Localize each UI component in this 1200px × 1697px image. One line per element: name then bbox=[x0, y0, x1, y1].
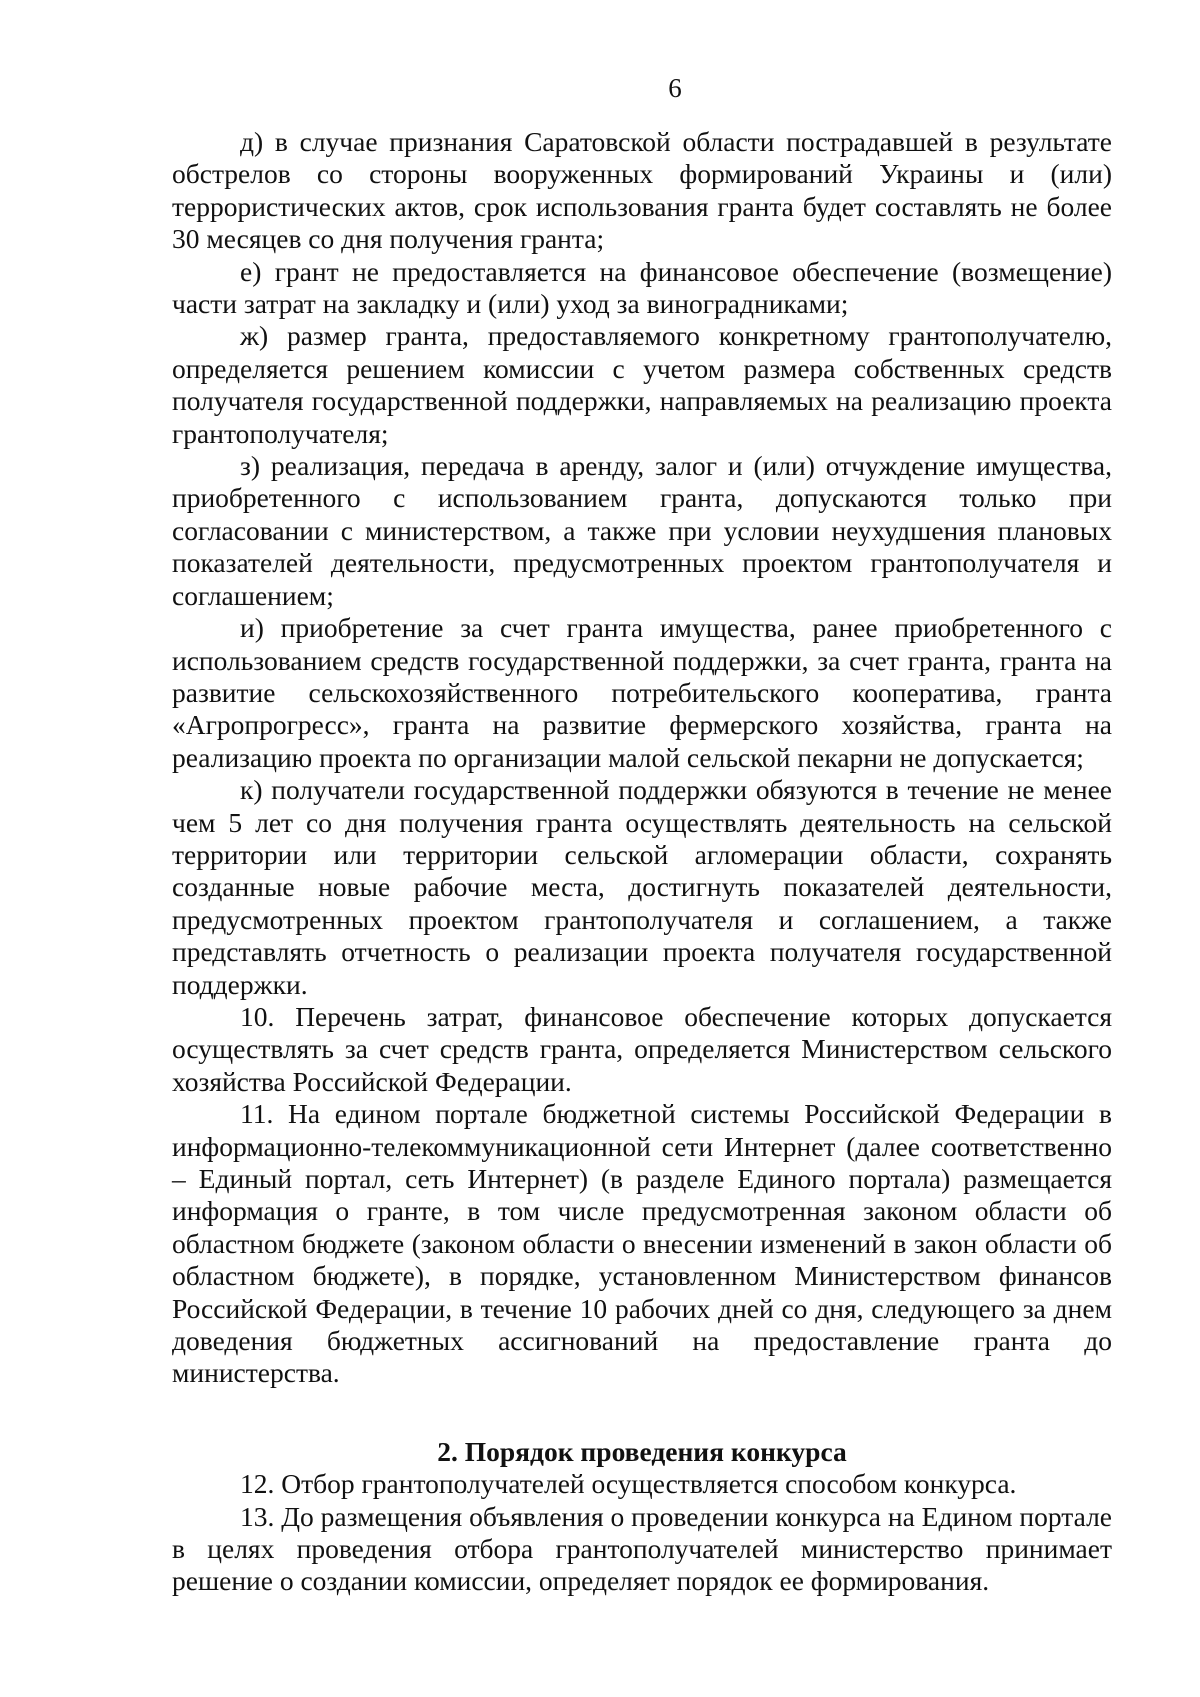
paragraph-e: е) грант не предоставляется на финансовое обеспечение (возмещение) части затрат на закладку и (или) уход за виноградниками; bbox=[172, 255, 1112, 320]
paragraph-k: к) получатели государственной поддержки обязуются в течение не менее чем 5 лет со дня получения гранта осуществлять деятельность на сельской территории или территории сельской агломерации области, сохранять созданные новые рабочие места, достигнуть показателей деятельности, предусмотренных проектом грантополучателя и соглашением, а также представлять отчетность о реализации проекта получателя государственной поддержки. bbox=[172, 774, 1112, 1000]
paragraph-z: з) реализация, передача в аренду, залог и (или) отчуждение имущества, приобретенного с использованием гранта, допускаются только при согласовании с министерством, а также при условии неухудшения плановых показателей деятельности, предусмотренных проектом грантополучателя и соглашением; bbox=[172, 450, 1112, 611]
paragraph-10: 10. Перечень затрат, финансовое обеспечение которых допускается осуществлять за счет средств гранта, определяется Министерством сельского хозяйства Российской Федерации. bbox=[172, 1000, 1112, 1097]
page-number: 6 bbox=[668, 73, 682, 103]
paragraph-i: и) приобретение за счет гранта имущества, ранее приобретенного с использованием средств государственной поддержки, за счет гранта, гранта на развитие сельскохозяйственного потребительского кооператива, гранта «Агропрогресс», гранта на развитие фермерского хозяйства, гранта на реализацию проекта по организации малой сельской пекарни не допускается; bbox=[172, 612, 1112, 773]
paragraph-d: д) в случае признания Саратовской области пострадавшей в результате обстрелов со стороны вооруженных формирований Украины и (или) террористических актов, срок использования гранта будет составлять не более 30 месяцев со дня получения гранта; bbox=[172, 126, 1112, 255]
document-body bbox=[172, 126, 1112, 1598]
section-heading: 2. Порядок проведения конкурса bbox=[437, 1435, 847, 1467]
paragraph-12: 12. Отбор грантополучателей осуществляется способом конкурса. bbox=[240, 1468, 1017, 1500]
paragraph-zh: ж) размер гранта, предоставляемого конкретному грантополучателю, определяется решением комиссии с учетом размера собственных средств получателя государственной поддержки, направляемых на реализацию проекта грантополучателя; bbox=[172, 320, 1112, 449]
paragraph-11: 11. На едином портале бюджетной системы Российской Федерации в информационно-телекоммуникационной сети Интернет (далее соответственно – Единый портал, сеть Интернет) (в разделе Единого портала) размещается информация о гранте, в том числе предусмотренная законом области об областном бюджете (законом области о внесении изменений в закон области об областном бюджете), в порядке, установленном Министерством финансов Российской Федерации, в течение 10 рабочих дней со дня, следующего за днем доведения бюджетных ассигнований на предоставление гранта до министерства. bbox=[172, 1098, 1112, 1389]
paragraph-13: 13. До размещения объявления о проведении конкурса на Едином портале в целях проведения отбора грантополучателей министерство принимает решение о создании комиссии, определяет порядок ее формирования. bbox=[172, 1500, 1112, 1597]
